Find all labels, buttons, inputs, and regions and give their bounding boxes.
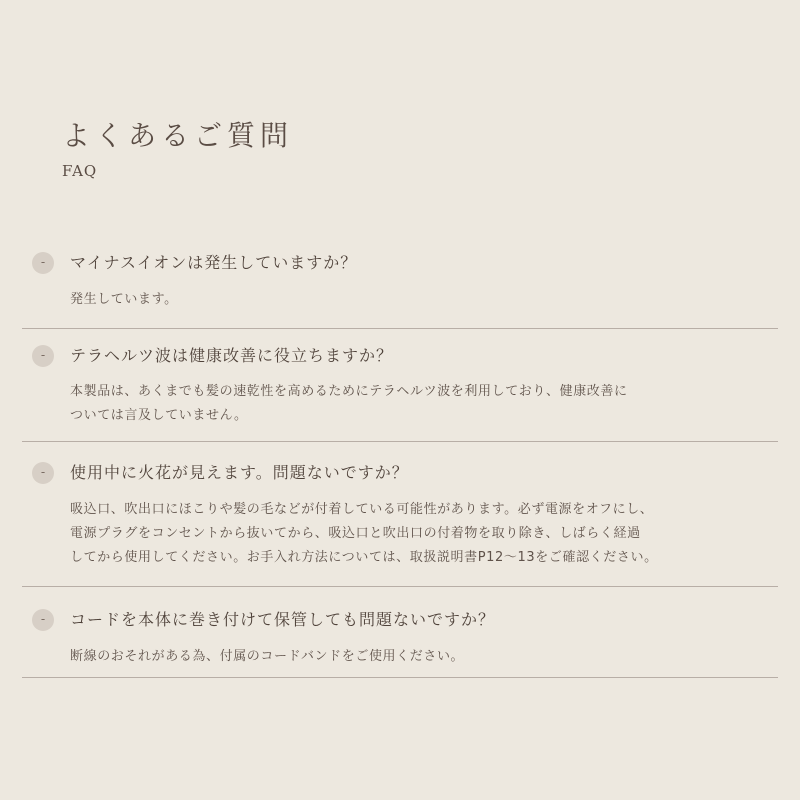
collapse-toggle-icon[interactable]: - — [32, 462, 54, 484]
collapse-toggle-icon[interactable]: - — [32, 609, 54, 631]
faq-answer — [70, 645, 464, 669]
collapse-toggle-icon[interactable]: - — [32, 252, 54, 274]
faq-answer-line: 断線のおそれがある為、付属のコードバンドをご使用ください。 — [70, 649, 465, 664]
faq-item — [22, 240, 778, 329]
faq-answer-line: 電源プラグをコンセントから抜いてから、吸込口と吹出口の付着物を取り除き、しばらく経過 — [70, 526, 641, 541]
faq-list — [22, 240, 778, 678]
faq-question[interactable]: コードを本体に巻き付けて保管しても問題ないですか？ — [70, 610, 496, 629]
page-title: よくあるご質問 — [62, 119, 294, 152]
faq-answer-line: 発生しています。 — [70, 292, 178, 307]
faq-answer — [70, 498, 658, 570]
collapse-toggle-icon[interactable]: - — [32, 345, 54, 367]
faq-answer — [70, 380, 628, 428]
faq-answer-line: 本製品は、あくまでも髪の速乾性を高めるためにテラヘルツ波を利用しており、健康改善に — [70, 384, 628, 399]
faq-answer-line: ついては言及していません。 — [70, 408, 248, 423]
faq-question[interactable]: マイナスイオンは発生していますか？ — [70, 253, 358, 272]
page-subtitle: FAQ — [62, 162, 98, 180]
faq-item — [22, 329, 778, 442]
faq-answer — [70, 288, 178, 312]
faq-header — [62, 118, 293, 180]
faq-answer-line: してから使用してください。お手入れ方法については、取扱説明書P12〜13をご確認ください。 — [70, 550, 658, 565]
faq-question[interactable]: 使用中に火花が見えます。問題ないですか？ — [70, 463, 409, 482]
faq-answer-line: 吸込口、吹出口にほこりや髪の毛などが付着している可能性があります。必ず電源をオフにし、 — [70, 502, 654, 517]
faq-item — [22, 442, 778, 587]
faq-question[interactable]: テラヘルツ波は健康改善に役立ちますか？ — [70, 346, 394, 365]
faq-item — [22, 587, 778, 678]
